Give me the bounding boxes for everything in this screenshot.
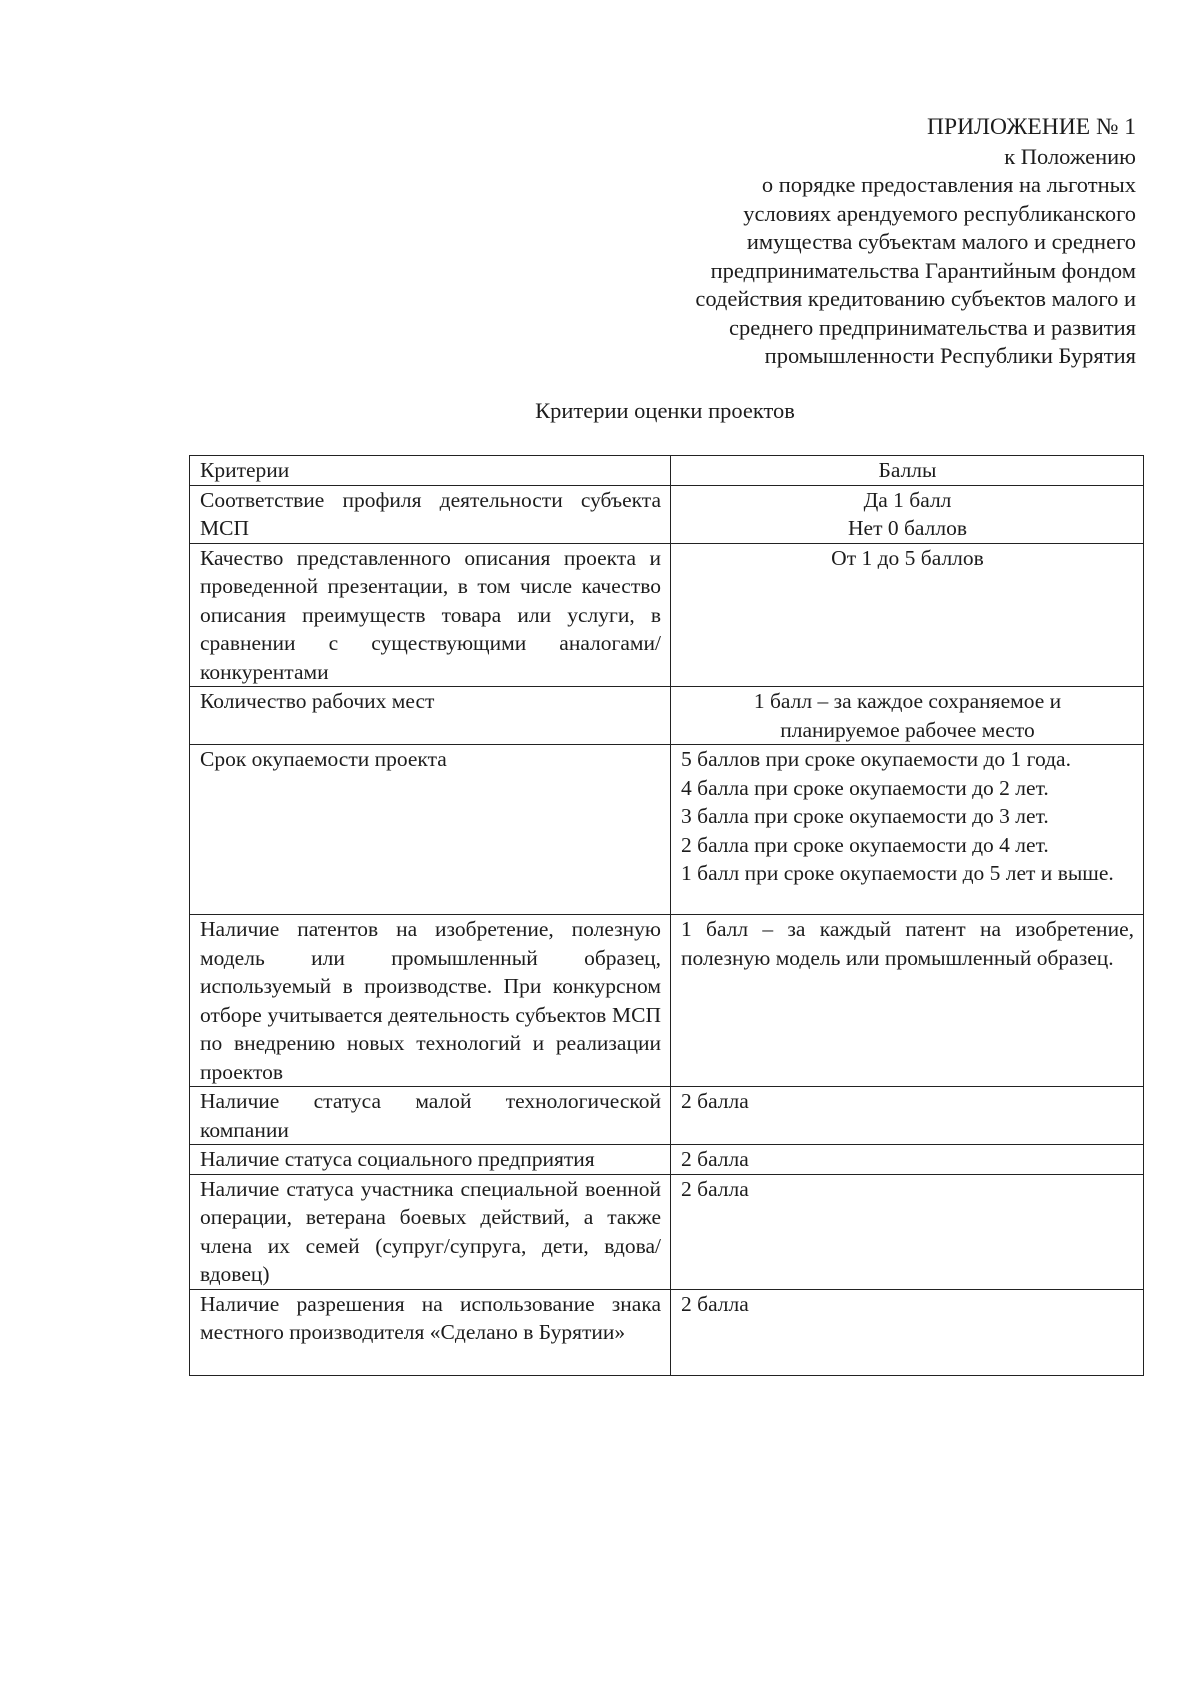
criterion-cell: Количество рабочих мест <box>190 687 671 745</box>
points-line: 2 балла <box>681 1147 749 1171</box>
header-line: имущества субъектам малого и среднего <box>746 229 1136 254</box>
table-row <box>190 1145 1144 1175</box>
points-cell <box>671 1087 1144 1145</box>
table-row <box>190 1174 1144 1289</box>
criterion-cell: Наличие статуса участника специальной военной операции, ветерана боевых действий, а также члена их семей (супруг/супруга, дети, вдова/вдовец) <box>190 1174 671 1289</box>
points-line: 1 балл при сроке окупаемости до 5 лет и выше. <box>681 861 1114 885</box>
table-row <box>190 915 1144 1087</box>
table-header-row <box>190 456 1144 486</box>
table-row <box>190 687 1144 745</box>
header-line: промышленности Республики Бурятия <box>764 343 1136 368</box>
points-line: 3 балла при сроке окупаемости до 3 лет. <box>681 804 1049 828</box>
criterion-cell: Наличие патентов на изобретение, полезную модель или промышленный образец, используемый в производстве. При конкурсном отборе учитывается деятельность субъектов МСП по внедрению новых технологий и реализации проектов <box>190 915 671 1087</box>
header-line: предпринимательства Гарантийным фондом <box>710 257 1136 283</box>
table-row <box>190 1289 1144 1375</box>
table-row <box>190 485 1144 543</box>
header-criteria: Критерии <box>190 456 671 486</box>
points-cell <box>671 543 1144 687</box>
points-line: От 1 до 5 баллов <box>831 545 984 570</box>
table-row <box>190 745 1144 915</box>
header-line: среднего предпринимательства и развития <box>728 314 1136 340</box>
criterion-cell: Качество представленного описания проекта и проведенной презентации, в том числе качество описания преимуществ товара или услуги, в сравнении с существующими аналогами/конкурентами <box>190 543 671 687</box>
document-title: Критерии оценки проектов <box>535 398 795 423</box>
header-line: о порядке предоставления на льготных <box>761 172 1136 197</box>
header-line: к Положению <box>1004 143 1136 169</box>
points-line: Нет 0 баллов <box>848 516 967 540</box>
points-line: 2 балла <box>681 1291 749 1316</box>
header-points: Баллы <box>671 456 1144 486</box>
points-line: 5 баллов при сроке окупаемости до 1 года. <box>681 747 1071 771</box>
points-line: 1 балл – за каждое сохраняемое и <box>753 689 1062 713</box>
points-line: 2 балла при сроке окупаемости до 4 лет. <box>681 832 1049 857</box>
points-line: Да 1 балл <box>863 487 952 512</box>
points-line: 2 балла <box>681 1089 749 1113</box>
appendix-header <box>516 113 1136 371</box>
points-line: 1 балл – за каждый патент на изобретение, полезную модель или промышленный образец. <box>681 917 1134 970</box>
points-line: планируемое рабочее место <box>780 717 1035 742</box>
points-cell <box>671 1145 1144 1175</box>
header-line: условиях арендуемого республиканского <box>743 200 1136 226</box>
table-row <box>190 543 1144 687</box>
criterion-cell: Наличие статуса малой технологической компании <box>190 1087 671 1145</box>
criterion-cell: Наличие разрешения на использование знака местного производителя «Сделано в Бурятии» <box>190 1289 671 1375</box>
points-cell <box>671 485 1144 543</box>
points-cell <box>671 1289 1144 1375</box>
appendix-number: ПРИЛОЖЕНИЕ № 1 <box>927 114 1136 140</box>
points-cell <box>671 687 1144 745</box>
criteria-table <box>189 455 1144 1376</box>
criterion-cell: Срок окупаемости проекта <box>190 745 671 915</box>
table-row <box>190 1087 1144 1145</box>
points-cell <box>671 1174 1144 1289</box>
points-line: 4 балла при сроке окупаемости до 2 лет. <box>681 775 1049 800</box>
criterion-cell: Соответствие профиля деятельности субъекта МСП <box>190 485 671 543</box>
criterion-cell: Наличие статуса социального предприятия <box>190 1145 671 1175</box>
header-line: содействия кредитованию субъектов малого и <box>695 286 1136 311</box>
points-line: 2 балла <box>681 1176 749 1201</box>
points-cell <box>671 915 1144 1087</box>
points-cell <box>671 745 1144 915</box>
